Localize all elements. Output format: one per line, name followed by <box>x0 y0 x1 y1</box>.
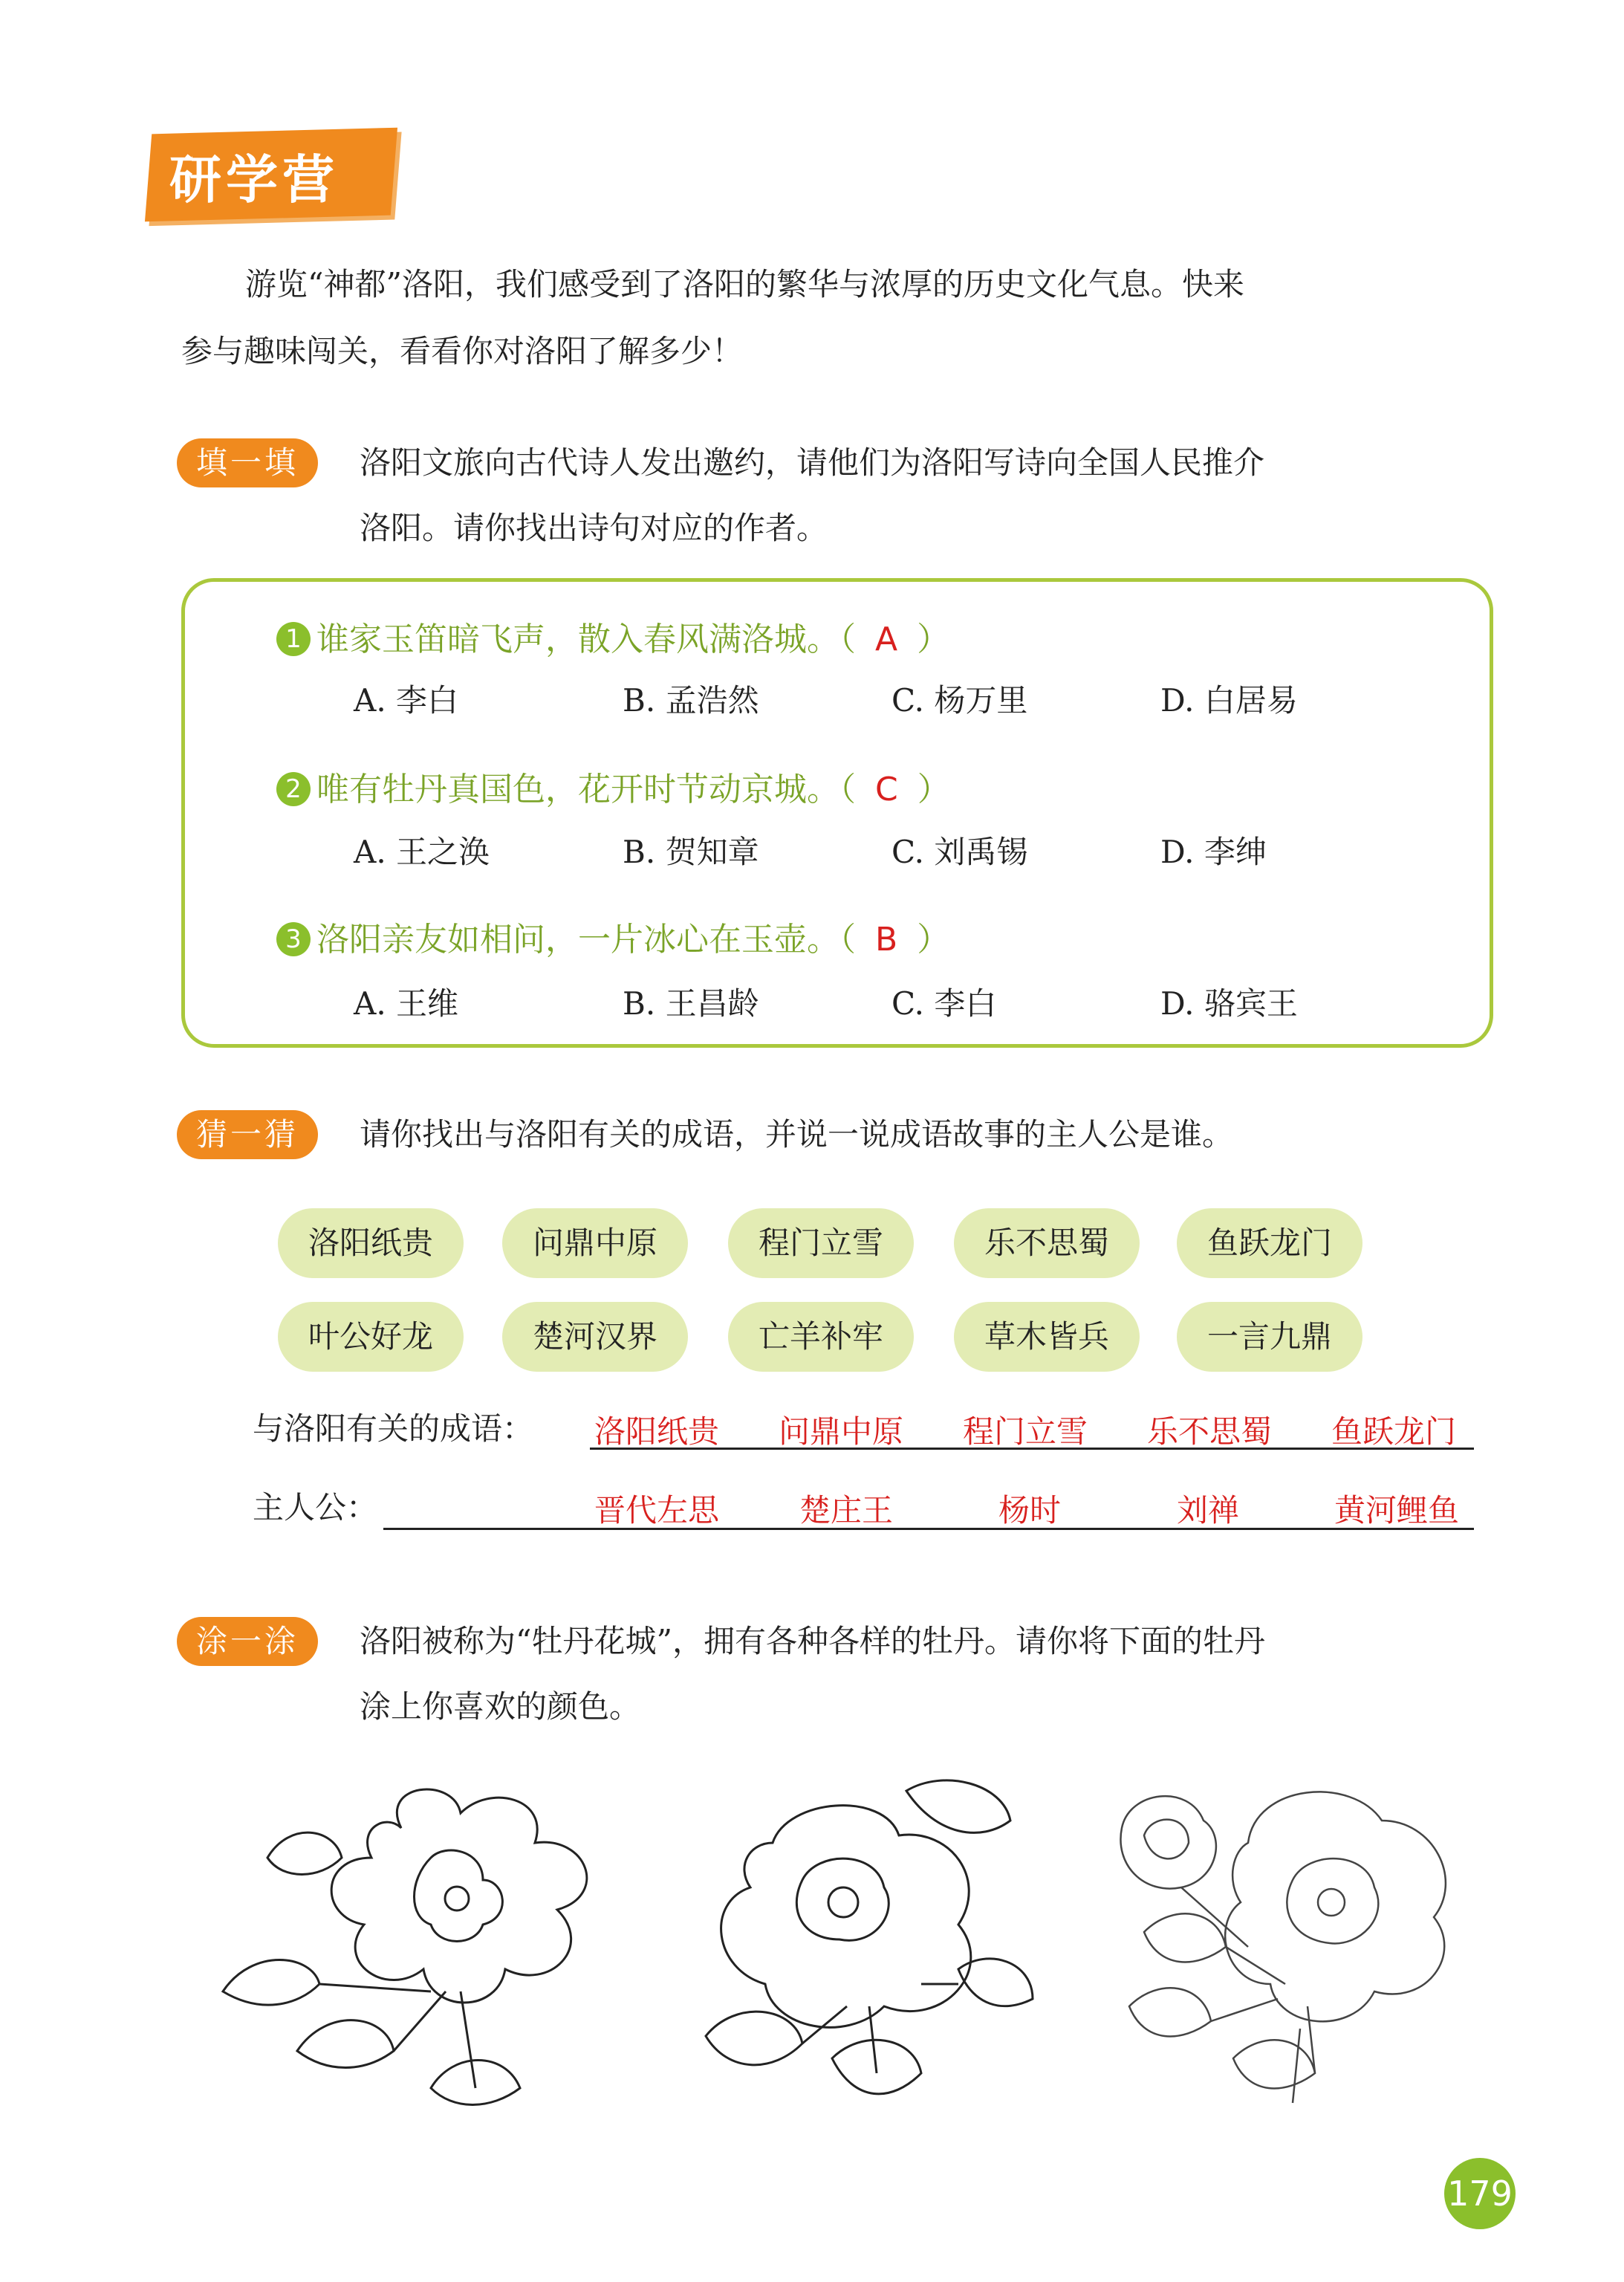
question-1 <box>276 612 949 660</box>
question-text: 洛阳亲友如相问，一片冰心在玉壶。（ <box>316 921 856 959</box>
option-3a: A. 王维 <box>354 985 459 1022</box>
intro-line-1: 游览“神都”洛阳，我们感受到了洛阳的繁华与浓厚的历史文化气息。快来 <box>245 266 1244 302</box>
option-1a: A. 李白 <box>354 682 459 719</box>
option-3d: D. 骆宾王 <box>1160 985 1298 1022</box>
question-number: 3 <box>276 922 311 956</box>
section-title: 研学营 <box>169 149 339 210</box>
option-3b: B. 王昌龄 <box>623 985 759 1022</box>
hero-underline <box>383 1528 1474 1530</box>
hero-answer: 楚庄王 <box>799 1492 894 1529</box>
guess-prompt: 请你找出与洛阳有关的成语，并说一说成语故事的主人公是谁。 <box>360 1116 1234 1153</box>
option-2d: D. 李绅 <box>1160 834 1267 870</box>
option-2a: A. 王之涣 <box>354 834 490 870</box>
option-1c: C. 杨万里 <box>891 682 1028 719</box>
question-number: 1 <box>276 622 311 656</box>
related-answer: 乐不思蜀 <box>1147 1413 1273 1450</box>
related-answer: 洛阳纸贵 <box>594 1413 720 1450</box>
option-3c: C. 李白 <box>891 985 997 1022</box>
hero-answer: 杨时 <box>998 1492 1062 1529</box>
idiom-cloud: 楚河汉界 <box>502 1302 688 1372</box>
idiom-cloud: 洛阳纸贵 <box>278 1208 464 1278</box>
fill-prompt-line-1: 洛阳文旅向古代诗人发出邀约，请他们为洛阳写诗向全国人民推介 <box>360 444 1265 481</box>
question-close: ） <box>917 620 950 658</box>
related-answer: 问鼎中原 <box>779 1413 904 1450</box>
peony-drawing-2 <box>661 1761 1048 2148</box>
fill-tag: 填一填 <box>177 438 318 487</box>
idiom-cloud: 乐不思蜀 <box>954 1208 1140 1278</box>
page-number: 179 <box>1444 2158 1516 2229</box>
hero-answer: 刘禅 <box>1177 1492 1240 1529</box>
idiom-cloud: 鱼跃龙门 <box>1177 1208 1362 1278</box>
hero-answer: 晋代左思 <box>594 1492 720 1529</box>
question-text: 唯有牡丹真国色，花开时节动京城。（ <box>316 771 856 808</box>
color-prompt-line-2: 涂上你喜欢的颜色。 <box>360 1688 641 1725</box>
fill-prompt-line-2: 洛阳。请你找出诗句对应的作者。 <box>360 510 828 546</box>
intro-line-2: 参与趣味闯关，看看你对洛阳了解多少！ <box>181 333 744 369</box>
color-prompt-line-1: 洛阳被称为“牡丹花城”，拥有各种各样的牡丹。请你将下面的牡丹 <box>360 1623 1265 1659</box>
related-answer: 鱼跃龙门 <box>1331 1413 1457 1450</box>
idiom-cloud: 叶公好龙 <box>278 1302 464 1372</box>
related-answer: 程门立雪 <box>963 1413 1088 1450</box>
option-1d: D. 白居易 <box>1160 682 1298 719</box>
color-tag: 涂一涂 <box>177 1617 318 1666</box>
idiom-cloud: 一言九鼎 <box>1177 1302 1362 1372</box>
idiom-cloud: 问鼎中原 <box>502 1208 688 1278</box>
guess-tag: 猜一猜 <box>177 1110 318 1159</box>
option-1b: B. 孟浩然 <box>623 682 759 719</box>
question-number: 2 <box>276 772 311 806</box>
question-close: ） <box>917 771 950 808</box>
answer-choice: B <box>875 921 898 959</box>
peony-drawing-3 <box>1100 1761 1486 2148</box>
question-close: ） <box>917 921 950 959</box>
answer-choice: C <box>875 771 898 808</box>
hero-label: 主人公： <box>253 1489 378 1526</box>
idiom-cloud: 草木皆兵 <box>954 1302 1140 1372</box>
question-text: 谁家玉笛暗飞声，散入春风满洛城。（ <box>316 620 856 658</box>
question-3 <box>276 913 949 960</box>
question-2 <box>276 762 950 810</box>
idiom-cloud: 程门立雪 <box>728 1208 914 1278</box>
option-2c: C. 刘禹锡 <box>891 834 1028 870</box>
option-2b: B. 贺知章 <box>623 834 759 870</box>
idiom-cloud: 亡羊补牢 <box>728 1302 914 1372</box>
answer-choice: A <box>875 620 898 658</box>
peony-drawing-1 <box>208 1769 624 2140</box>
related-label: 与洛阳有关的成语： <box>253 1410 534 1447</box>
hero-answer: 黄河鲤鱼 <box>1334 1492 1460 1529</box>
